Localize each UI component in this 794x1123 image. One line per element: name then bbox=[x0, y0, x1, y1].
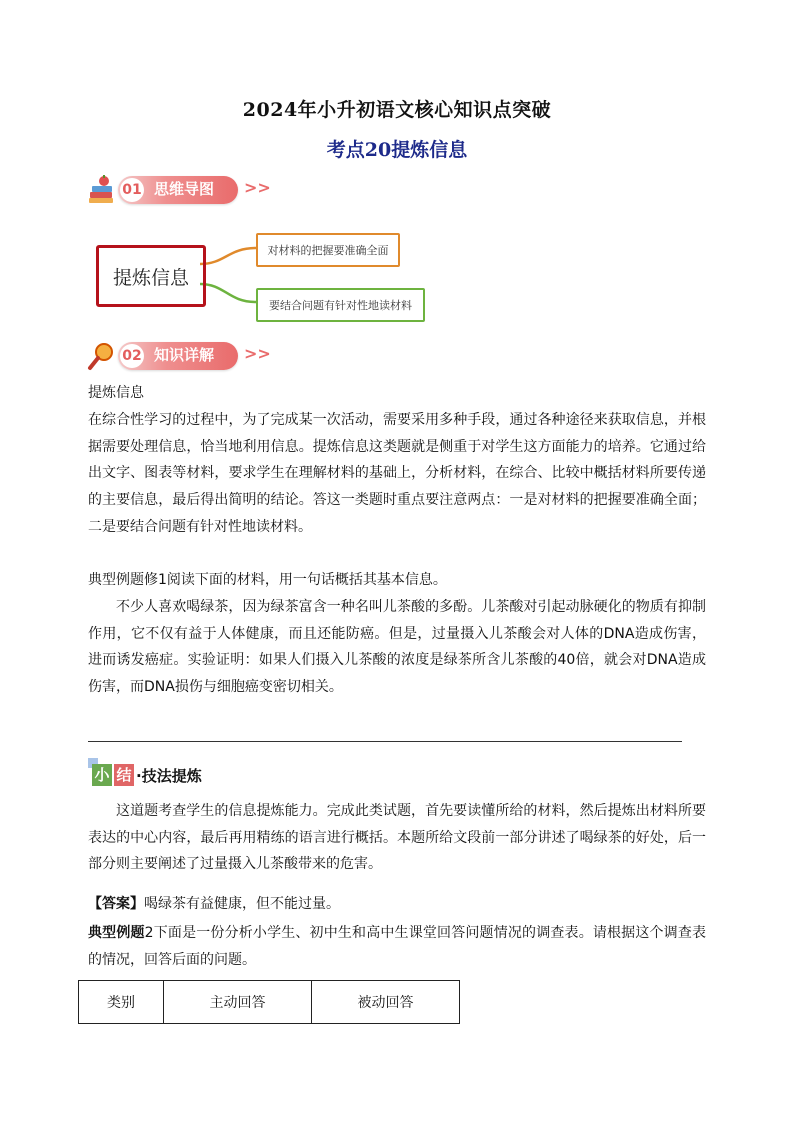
divider-line bbox=[88, 741, 682, 742]
magnifier-icon bbox=[86, 340, 118, 372]
example-1-passage: 不少人喜欢喝绿茶，因为绿茶富含一种名叫儿茶酸的多酚。儿茶酸对引起动脉硬化的物质有抑制作用，它不仅有益于人体健康，而且还能防癌。但是，过量摄入儿茶酸会对人体的DNA造成伤害，进而诱发癌症。实验证明：如果人们摄入儿茶酸的浓度是绿茶所含儿茶酸的40倍，就会对DNA造成伤害，而DNA损伤与细胞癌变密切相关。 bbox=[88, 599, 706, 696]
section-number: 01 bbox=[120, 178, 144, 202]
document-title: 2024年小升初语文核心知识点突破 bbox=[242, 99, 552, 121]
mindmap-branch-2: 要结合问题有针对性地读材料 bbox=[256, 288, 425, 322]
section-label: 知识详解 bbox=[154, 346, 215, 364]
example-2-label: 典型例题 bbox=[88, 925, 145, 941]
body-heading: 提炼信息 bbox=[88, 385, 144, 401]
survey-table bbox=[78, 980, 460, 1024]
section-arrows: >> bbox=[244, 178, 271, 197]
example-1-prompt: 典型例题修1阅读下面的材料，用一句话概括其基本信息。 bbox=[88, 572, 447, 588]
example-2-text: 2下面是一份分析小学生、初中生和高中生课堂回答问题情况的调查表。请根据这个调查表的情况，回答后面的问题。 bbox=[88, 925, 707, 968]
table-header-cell: 被动回答 bbox=[312, 981, 460, 1024]
summary-paragraph: 这道题考查学生的信息提炼能力。完成此类试题，首先要读懂所给的材料，然后提炼出材料所要表达的中心内容，最后再用精练的语言进行概括。本题所给文段前一部分讲述了喝绿茶的好处，后一部分则主要阐述了过量摄入儿茶酸带来的危害。 bbox=[88, 803, 706, 873]
answer-line bbox=[88, 891, 706, 918]
section-number: 02 bbox=[120, 344, 144, 368]
section-arrows: >> bbox=[244, 344, 271, 363]
table-header-cell: 类别 bbox=[79, 981, 164, 1024]
summary-tag bbox=[88, 758, 218, 788]
section-label: 思维导图 bbox=[154, 180, 215, 198]
summary-title: ·技法提炼 bbox=[136, 767, 202, 785]
answer-text: 喝绿茶有益健康，但不能过量。 bbox=[144, 896, 340, 912]
body-intro-paragraph: 在综合性学习的过程中，为了完成某一次活动，需要采用多种手段，通过各种途径来获取信息，并根据需要处理信息，恰当地利用信息。提炼信息这类题就是侧重于对学生这方面能力的培养。它通过给出文字、图表等材料，要求学生在理解材料的基础上，分析材料，在综合、比较中概括材料所要传递的主要信息，最后得出简明的结论。答这一类题时重点要注意两点：一是对材料的把握要准确全面；二是要结合问题有针对性地读材料。 bbox=[88, 412, 706, 535]
summary-tag-char-2: 结 bbox=[114, 764, 134, 786]
table-header-cell: 主动回答 bbox=[164, 981, 312, 1024]
mindmap-branch-1: 对材料的把握要准确全面 bbox=[256, 233, 400, 267]
example-2-prompt bbox=[88, 920, 706, 973]
answer-label: 【答案】 bbox=[88, 896, 144, 912]
summary-tag-char-1: 小 bbox=[92, 764, 112, 786]
table-header-row bbox=[79, 981, 460, 1024]
document-subtitle: 考点20提炼信息 bbox=[326, 139, 468, 161]
mindmap-root-node: 提炼信息 bbox=[96, 245, 206, 307]
